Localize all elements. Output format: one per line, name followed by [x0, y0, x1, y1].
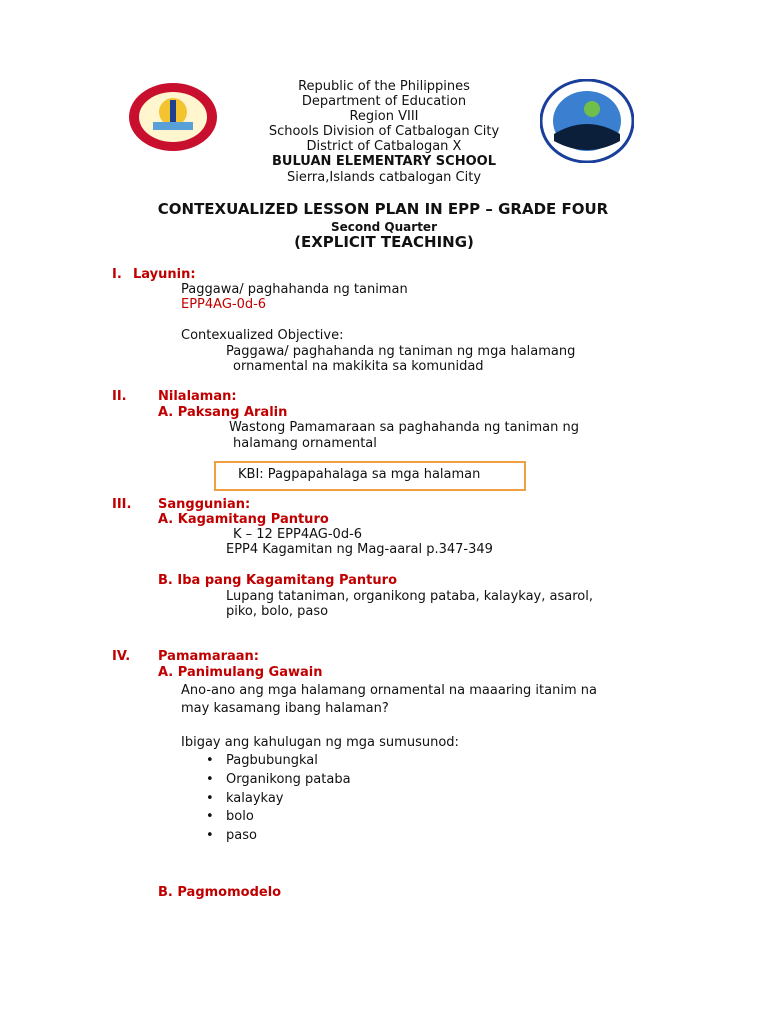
bullet-icon: •: [206, 791, 214, 806]
section-title: Layunin:: [133, 267, 196, 282]
bullet-icon: •: [206, 828, 214, 843]
list-item: kalaykay: [226, 791, 284, 806]
section-title: Sanggunian:: [158, 497, 251, 512]
list-item: Pagbubungkal: [226, 753, 318, 768]
text: Wastong Pamamaraan sa paghahanda ng taniman ng: [229, 420, 579, 435]
school-name: BULUAN ELEMENTARY SCHOOL: [272, 154, 496, 169]
subsection-title: A. Panimulang Gawain: [158, 665, 323, 680]
text: Lupang tataniman, organikong pataba, kalaykay, asarol,: [226, 589, 593, 604]
text: Contexualized Objective:: [181, 328, 344, 343]
subsection-title: B. Iba pang Kagamitang Panturo: [158, 573, 397, 588]
section-num: IV.: [112, 649, 131, 664]
header-line: Department of Education: [301, 94, 467, 109]
subsection-title: B. Pagmomodelo: [158, 885, 282, 900]
quarter: Second Quarter: [330, 220, 437, 234]
header-line: Republic of the Philippines: [298, 79, 470, 94]
bullet-icon: •: [206, 772, 214, 787]
section-num: III.: [112, 497, 132, 512]
section-title: Pamamaraan:: [158, 649, 259, 664]
list-item: bolo: [226, 809, 254, 824]
section-num: I.: [112, 267, 122, 282]
list-item: paso: [226, 828, 257, 843]
subsection-title: A. Kagamitang Panturo: [158, 512, 329, 527]
text: Ano-ano ang mga halamang ornamental na maaaring itanim na: [181, 683, 597, 698]
section-num: II.: [112, 389, 127, 404]
text: K – 12 EPP4AG-0d-6: [233, 527, 363, 542]
kbi-text: KBI: Pagpapahalaga sa mga halaman: [238, 467, 481, 482]
text: ornamental na makikita sa komunidad: [233, 359, 484, 374]
subsection-title: A. Paksang Aralin: [158, 405, 288, 420]
text: EPP4 Kagamitan ng Mag-aaral p.347-349: [226, 542, 493, 557]
text: piko, bolo, paso: [226, 604, 329, 619]
school-address: Sierra,Islands catbalogan City: [286, 170, 482, 185]
bullet-icon: •: [206, 809, 214, 824]
header-line: District of Catbalogan X: [306, 139, 462, 154]
bullet-icon: •: [206, 753, 214, 768]
doc-title: CONTEXUALIZED LESSON PLAN IN EPP – GRADE FOUR: [157, 200, 609, 218]
section-title: Nilalaman:: [158, 389, 237, 404]
header-line: Region VIII: [349, 109, 419, 124]
text: Paggawa/ paghahanda ng taniman: [181, 282, 408, 297]
text: Ibigay ang kahulugan ng mga sumusunod:: [181, 735, 459, 750]
subtitle: (EXPLICIT TEACHING): [294, 233, 474, 251]
list-item: Organikong pataba: [226, 772, 351, 787]
text: may kasamang ibang halaman?: [181, 701, 389, 716]
text: Paggawa/ paghahanda ng taniman ng mga halamang: [226, 344, 576, 359]
header-line: Schools Division of Catbalogan City: [268, 124, 500, 139]
text: halamang ornamental: [233, 436, 377, 451]
competency-code: EPP4AG-0d-6: [181, 297, 267, 312]
